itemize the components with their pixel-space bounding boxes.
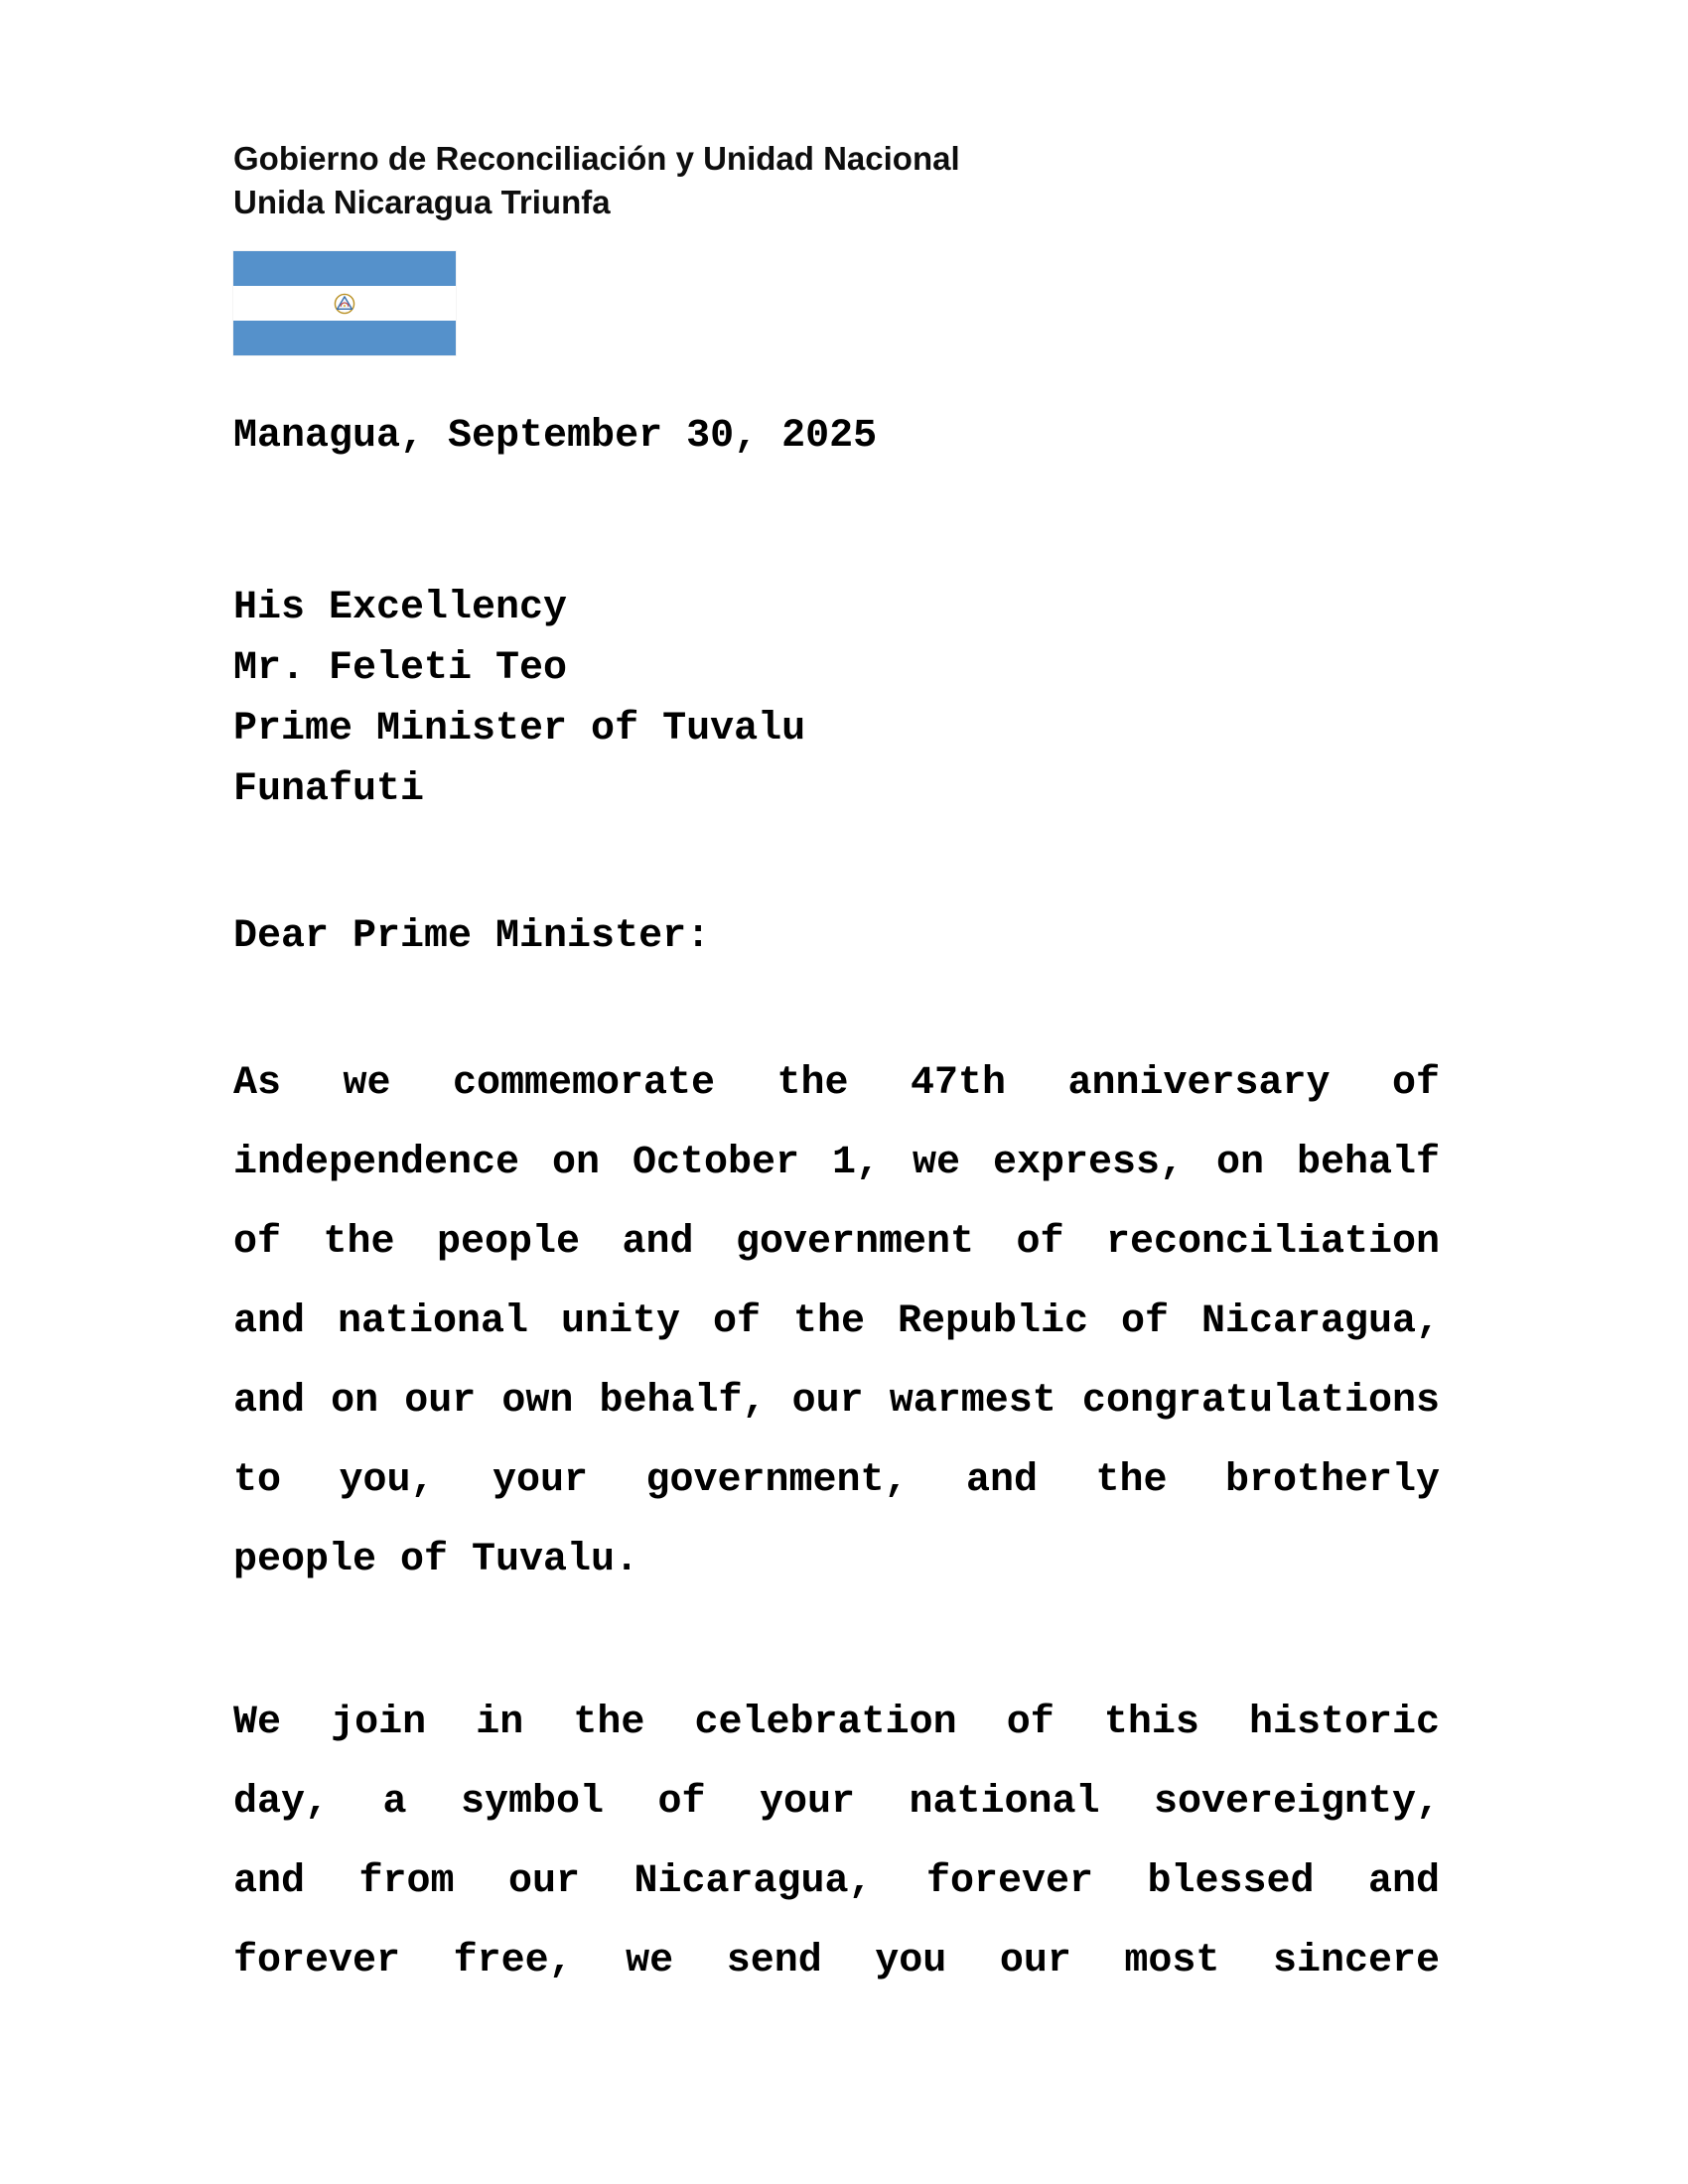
flag-stripe-blue-bottom	[233, 321, 456, 355]
letterhead-line-2: Unida Nicaragua Triunfa	[233, 183, 611, 220]
recipient-line-honorific: His Excellency	[233, 586, 568, 631]
paragraph-line: and from our Nicaragua, forever blessed and	[233, 1859, 1440, 1905]
paragraph-line: forever free, we send you our most sincere	[233, 1939, 1440, 1984]
recipient-block	[233, 578, 1440, 820]
paragraph-line: We join in the celebration of this historic	[233, 1701, 1440, 1746]
letter-content	[233, 137, 1440, 2001]
recipient-line-name: Mr. Feleti Teo	[233, 646, 568, 692]
flag-stripe-white	[233, 286, 456, 321]
paragraph	[233, 1044, 1440, 1600]
letterhead	[233, 137, 1440, 223]
paragraph-line: independence on October 1, we express, on behalf	[233, 1141, 1440, 1186]
nicaragua-coat-of-arms-icon	[328, 287, 361, 321]
date-line: Managua, September 30, 2025	[233, 414, 878, 460]
paragraph-line: of the people and government of reconciliation	[233, 1220, 1440, 1266]
salutation: Dear Prime Minister:	[233, 914, 711, 960]
letterhead-line-1: Gobierno de Reconciliación y Unidad Nacional	[233, 140, 960, 177]
paragraph	[233, 1684, 1440, 2001]
paragraph-line: people of Tuvalu.	[233, 1538, 639, 1583]
nicaragua-flag	[233, 251, 456, 355]
paragraph-line: and national unity of the Republic of Nicaragua,	[233, 1299, 1440, 1345]
recipient-line-city: Funafuti	[233, 767, 425, 813]
paragraph-line: As we commemorate the 47th anniversary of	[233, 1061, 1440, 1107]
recipient-line-title: Prime Minister of Tuvalu	[233, 707, 806, 752]
flag-stripe-blue-top	[233, 251, 456, 286]
letter-body	[233, 1044, 1440, 2001]
paragraph-line: day, a symbol of your national sovereignty,	[233, 1780, 1440, 1826]
paragraph-line: to you, your government, and the brotherly	[233, 1458, 1440, 1504]
paragraph-line: and on our own behalf, our warmest congratulations	[233, 1379, 1440, 1425]
